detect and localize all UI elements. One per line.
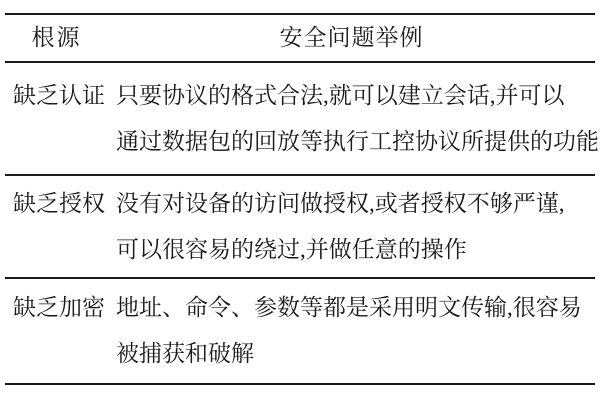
root-cause-label: 缺乏授权 — [13, 190, 105, 216]
root-cause-cell — [5, 279, 116, 383]
security-issues-table — [5, 13, 599, 385]
root-cause-cell — [5, 63, 116, 174]
table-row — [5, 277, 595, 385]
cell-spacer — [13, 331, 116, 377]
example-cell — [116, 63, 599, 174]
header-examples-label: 安全问题举例 — [279, 25, 424, 50]
header-examples — [108, 15, 595, 61]
table-row — [5, 63, 599, 174]
header-root-cause-label: 根源 — [31, 25, 82, 50]
example-line: 通过数据包的回放等执行工控协议所提供的功能 — [116, 128, 599, 154]
root-cause-label: 缺乏认证 — [13, 82, 105, 108]
example-cell — [116, 176, 595, 277]
example-line: 地址、命令、参数等都是采用明文传输,很容易 — [116, 295, 582, 320]
table-row — [5, 174, 595, 277]
example-line: 被捕获和破解 — [116, 341, 254, 366]
header-root-cause — [5, 15, 108, 61]
root-cause-cell — [5, 176, 116, 277]
example-cell — [116, 279, 595, 383]
table-header-row — [5, 13, 595, 63]
root-cause-label: 缺乏加密 — [13, 295, 105, 320]
cell-spacer — [13, 119, 116, 165]
example-line: 可以很容易的绕过,并做任意的操作 — [116, 236, 467, 262]
example-line: 没有对设备的访问做授权,或者授权不够严谨, — [116, 190, 565, 216]
example-line: 只要协议的格式合法,就可以建立会话,并可以 — [116, 82, 565, 108]
cell-spacer — [13, 227, 116, 273]
